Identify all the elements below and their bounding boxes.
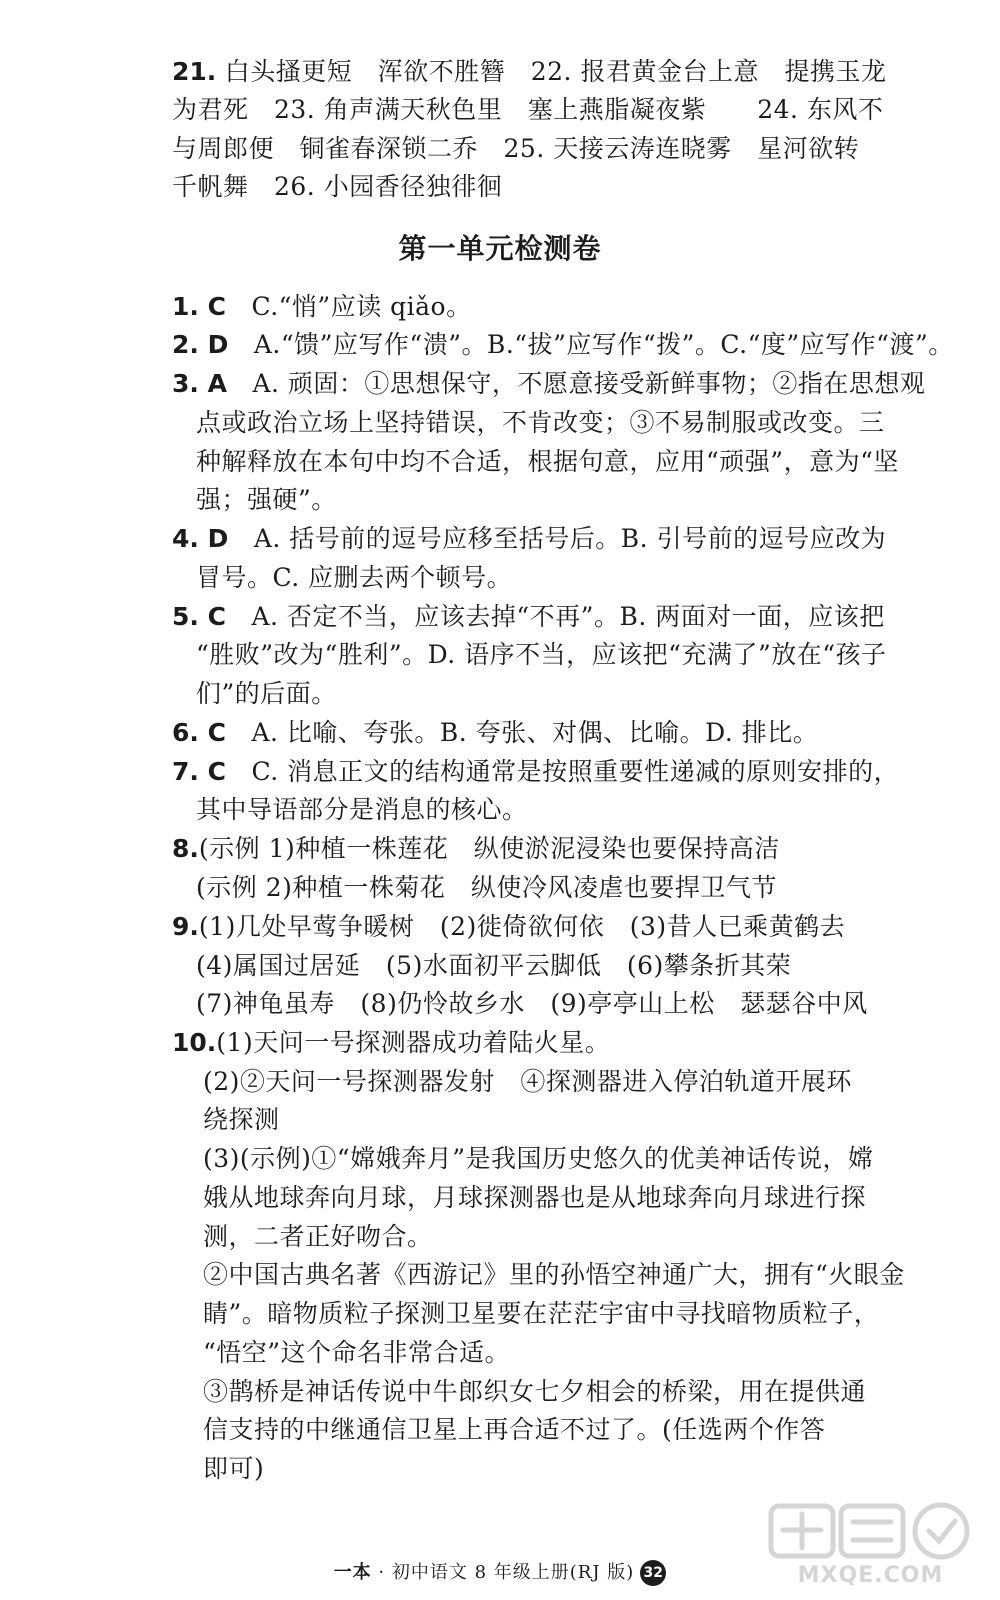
answer-text: 点或政治立场上坚持错误，不肯改变；③不易制服或改变。三 bbox=[196, 408, 885, 437]
answer-line bbox=[203, 1377, 866, 1407]
answer-text: A. 括号前的逗号应移至括号后。B. 引号前的逗号应改为 bbox=[228, 524, 887, 553]
answer-line bbox=[196, 563, 512, 593]
answer-text: (示例 1)种植一株莲花 纵使淤泥浸染也要保持高洁 bbox=[198, 834, 780, 863]
answer-line bbox=[196, 640, 887, 670]
answer-line bbox=[172, 524, 886, 554]
answer-line bbox=[196, 485, 337, 515]
answer-text: 娥从地球奔向月球，月球探测器也是从地球奔向月球进行探 bbox=[203, 1183, 867, 1212]
question-number: 6. C bbox=[172, 718, 226, 747]
answer-text: ②中国古典名著《西游记》里的孙悟空神通广大，拥有“火眼金 bbox=[203, 1260, 905, 1289]
question-number: 9. bbox=[172, 912, 199, 941]
section-title: 第一单元检测卷 bbox=[398, 232, 602, 265]
question-number: 7. C bbox=[172, 757, 226, 786]
answer-text: 即可) bbox=[203, 1454, 265, 1483]
answer-line bbox=[172, 757, 899, 787]
answer-line bbox=[172, 912, 845, 942]
answer-line bbox=[196, 873, 777, 903]
answer-line bbox=[196, 989, 868, 1019]
answer-text: C.“悄”应读 qiǎo。 bbox=[225, 292, 472, 321]
answer-text: C. 消息正文的结构通常是按照重要性递减的原则安排的， bbox=[225, 757, 900, 786]
footer-book-title: · 初中语文 8 年级上册(RJ 版) bbox=[371, 1562, 635, 1583]
answer-line bbox=[203, 1338, 510, 1368]
question-number: 8. bbox=[172, 834, 199, 863]
answer-text: 种解释放在本句中均不合适，根据句意，应用“顽强”，意为“坚 bbox=[196, 447, 899, 476]
question-number: 4. D bbox=[172, 524, 229, 553]
poem-answer-line bbox=[172, 57, 886, 87]
poem-answer-line bbox=[172, 134, 859, 164]
answer-text: (3)(示例)①“嫦娥奔月”是我国历史悠久的优美神话传说，嫦 bbox=[203, 1144, 874, 1173]
question-number: 10. bbox=[172, 1028, 217, 1057]
answer-line bbox=[203, 1183, 866, 1213]
answer-line bbox=[172, 718, 818, 748]
answer-text: (1)几处早莺争暖树 (2)徙倚欲何依 (3)昔人已乘黄鹤去 bbox=[198, 912, 846, 941]
answer-text: (2)②天问一号探测器发射 ④探测器进入停泊轨道开展环 bbox=[203, 1067, 852, 1096]
answer-text: 强；强硬”。 bbox=[196, 485, 337, 514]
answer-text: 信支持的中继通信卫星上再合适不过了。(任选两个作答 bbox=[203, 1415, 826, 1444]
question-number: 2. D bbox=[172, 330, 229, 359]
answer-line bbox=[172, 292, 472, 322]
answer-text: A. 否定不当，应该去掉“不再”。B. 两面对一面，应该把 bbox=[225, 602, 885, 631]
answer-text: ③鹊桥是神话传说中牛郎织女七夕相会的桥梁，用在提供通 bbox=[203, 1377, 867, 1406]
answer-line bbox=[203, 1454, 264, 1484]
answer-line bbox=[203, 1260, 905, 1290]
answer-line bbox=[196, 951, 791, 981]
answer-line bbox=[203, 1222, 433, 1252]
answer-text: 测，二者正好吻合。 bbox=[203, 1222, 433, 1251]
watermark-text: MXQE.COM bbox=[797, 1563, 944, 1588]
answer-line bbox=[172, 330, 954, 360]
question-number: 21. bbox=[172, 57, 217, 86]
watermark-logo bbox=[763, 1500, 978, 1590]
answer-line bbox=[203, 1067, 852, 1097]
answer-text: 冒号。C. 应删去两个顿号。 bbox=[196, 563, 513, 592]
answer-text: A. 比喻、夸张。B. 夸张、对偶、比喻。D. 排比。 bbox=[225, 718, 819, 747]
answer-text: 们”的后面。 bbox=[196, 679, 337, 708]
answer-line bbox=[196, 447, 899, 477]
answer-text: 绕探测 bbox=[203, 1105, 280, 1134]
poem-answer-line bbox=[172, 95, 883, 125]
answer-text: A. 顽固：①思想保守，不愿意接受新鲜事物；②指在思想观 bbox=[226, 369, 926, 398]
answer-line bbox=[203, 1299, 879, 1329]
answer-line bbox=[172, 369, 925, 399]
page-number-badge: 32 bbox=[640, 1560, 666, 1586]
answer-text: (示例 2)种植一株菊花 纵使冷风凌虐也要捍卫气节 bbox=[196, 873, 777, 902]
answer-text: “胜败”改为“胜利”。D. 语序不当，应该把“充满了”放在“孩子 bbox=[196, 640, 887, 669]
answer-line bbox=[172, 834, 780, 864]
answer-line bbox=[196, 795, 528, 825]
poem-answer-line bbox=[172, 172, 502, 202]
answer-text: “悟空”这个命名非常合适。 bbox=[203, 1338, 511, 1367]
answer-line bbox=[172, 602, 885, 632]
answer-text: 其中导语部分是消息的核心。 bbox=[196, 795, 528, 824]
question-number: 3. A bbox=[172, 369, 227, 398]
answer-text: 千帆舞 26. 小园香径独徘徊 bbox=[172, 172, 503, 201]
answer-line bbox=[203, 1144, 873, 1174]
answer-text: A.“馈”应写作“溃”。B.“拔”应写作“拨”。C.“度”应写作“渡”。 bbox=[228, 330, 954, 359]
footer-brand: 一本 bbox=[333, 1562, 372, 1583]
answer-line bbox=[172, 1028, 610, 1058]
question-number: 5. C bbox=[172, 602, 226, 631]
answer-text: (1)天问一号探测器成功着陆火星。 bbox=[216, 1028, 611, 1057]
answer-line bbox=[196, 679, 337, 709]
answer-text: (7)神龟虽寿 (8)仍怜故乡水 (9)亭亭山上松 瑟瑟谷中风 bbox=[196, 989, 868, 1018]
answer-text: 白头搔更短 浑欲不胜簪 22. 报君黄金台上意 提携玉龙 bbox=[216, 57, 887, 86]
question-number: 1. C bbox=[172, 292, 226, 321]
answer-line bbox=[203, 1105, 280, 1135]
answer-line bbox=[203, 1415, 825, 1445]
answer-text: 为君死 23. 角声满天秋色里 塞上燕脂凝夜紫 24. 东风不 bbox=[172, 95, 884, 124]
answer-text: 与周郎便 铜雀春深锁二乔 25. 天接云涛连晓雾 星河欲转 bbox=[172, 134, 860, 163]
answer-line bbox=[196, 408, 885, 438]
answer-text: (4)属国过居延 (5)水面初平云脚低 (6)攀条折其荣 bbox=[196, 951, 792, 980]
answer-text: 睛”。暗物质粒子探测卫星要在茫茫宇宙中寻找暗物质粒子， bbox=[203, 1299, 880, 1328]
